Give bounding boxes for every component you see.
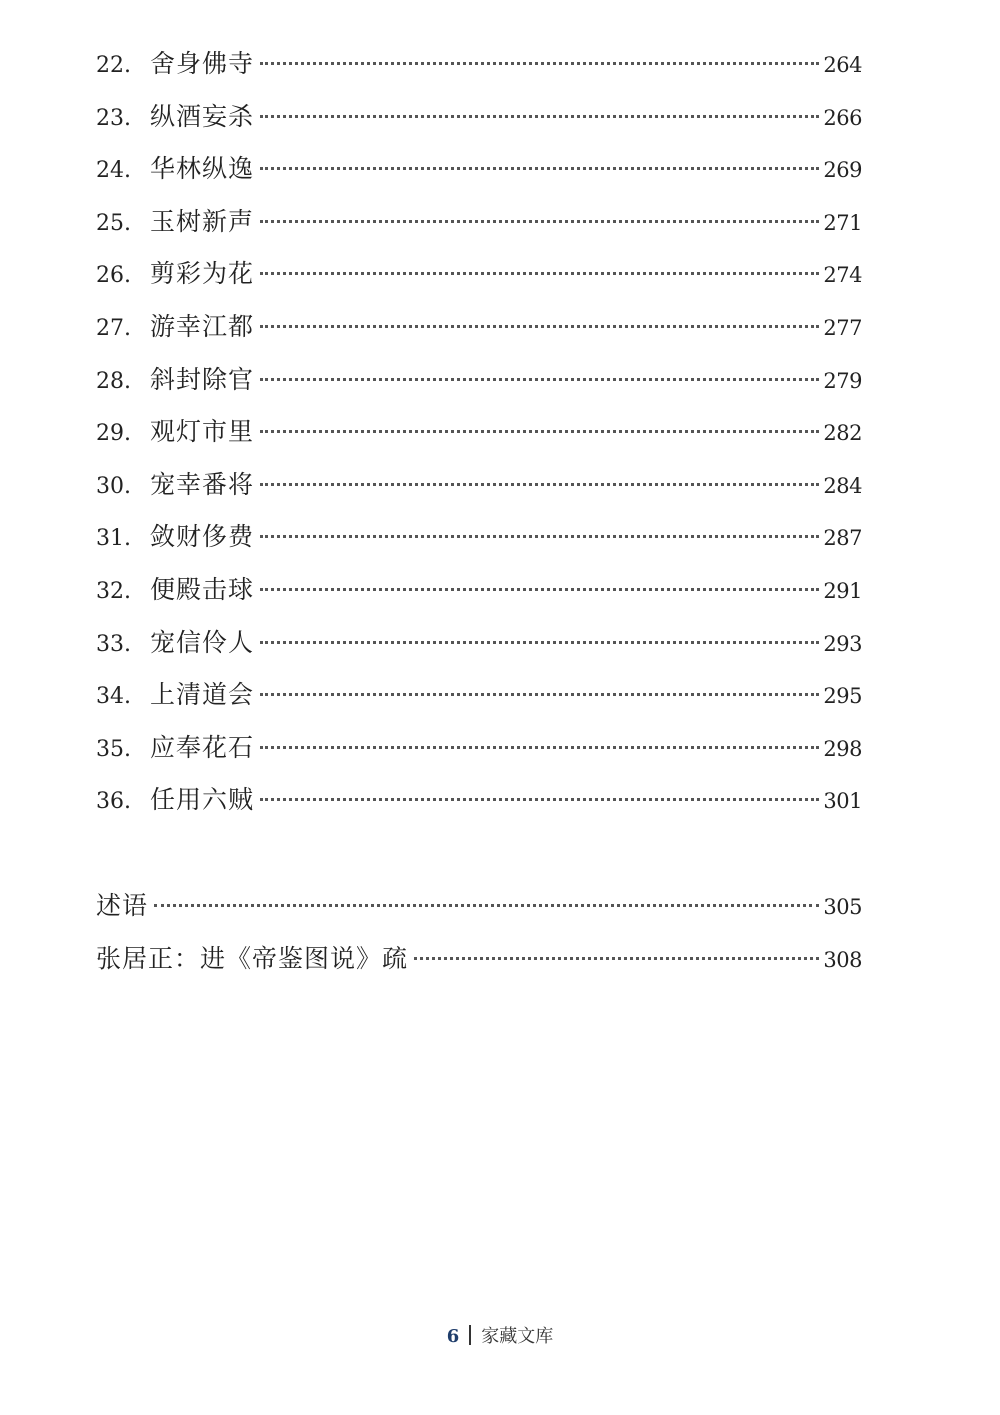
toc-entry-title: 任用六贼 (150, 785, 255, 815)
toc-entry-title: 剪彩为花 (150, 259, 255, 289)
toc-entry-number: 22. (96, 53, 131, 78)
toc-entry-title: 张居正：进《帝鉴图说》疏 (96, 943, 409, 973)
page-footer (0, 1322, 1000, 1348)
toc-entry-title: 纵酒妄杀 (150, 101, 255, 131)
toc-entry-page: 301 (823, 789, 862, 814)
dot-leader (260, 167, 819, 170)
dot-leader (260, 535, 819, 538)
toc-entry[interactable] (96, 354, 862, 407)
toc-entry[interactable] (96, 406, 862, 459)
toc-entry[interactable] (96, 143, 862, 196)
toc-entry[interactable] (96, 617, 862, 670)
toc-entry-title: 斜封除官 (150, 364, 255, 394)
toc-entry-title: 述语 (96, 890, 149, 920)
toc-entry[interactable] (96, 248, 862, 301)
toc-entry-page: 295 (823, 684, 862, 709)
toc-entry[interactable] (96, 774, 862, 827)
toc-entry-number: 29. (96, 421, 131, 447)
toc-entry[interactable] (96, 38, 862, 91)
toc-entry-title: 华林纵逸 (150, 154, 255, 184)
toc-entry[interactable] (96, 511, 862, 564)
dot-leader (260, 746, 819, 749)
dot-leader (414, 957, 819, 960)
toc-entry-title: 宠幸番将 (150, 469, 255, 499)
toc-entry-number: 23. (96, 105, 131, 131)
dot-leader (260, 378, 819, 381)
toc-entry-page: 271 (823, 210, 862, 235)
toc-entry-page: 284 (823, 473, 862, 498)
toc-entry-page: 308 (823, 947, 862, 972)
dot-leader (260, 430, 819, 433)
toc-entry-title: 敛财侈费 (150, 522, 255, 552)
dot-leader (260, 483, 819, 486)
series-name: 家藏文库 (481, 1326, 554, 1347)
toc-entry[interactable] (96, 91, 862, 144)
toc-entry-page: 298 (823, 736, 862, 761)
toc-entry-title: 舍身佛寺 (150, 49, 255, 78)
toc-entry-page: 277 (823, 315, 862, 340)
toc-entry-number: 26. (96, 263, 131, 289)
dot-leader (260, 115, 819, 118)
toc-entry-number: 27. (96, 315, 131, 341)
dot-leader (260, 272, 819, 275)
toc-entry[interactable] (96, 459, 862, 512)
dot-leader (260, 693, 819, 696)
toc-entry[interactable] (96, 564, 862, 617)
toc-entry[interactable] (96, 669, 862, 722)
dot-leader (260, 220, 819, 223)
toc-entry-memorial[interactable] (96, 933, 862, 986)
toc-entry-number: 36. (96, 789, 131, 815)
toc-entry-number: 35. (96, 736, 131, 762)
toc-entry-title: 观灯市里 (150, 417, 255, 447)
toc-entry-number: 28. (96, 368, 131, 394)
dot-leader (260, 641, 819, 644)
page-number: 6 (446, 1326, 460, 1347)
dot-leader (154, 904, 819, 907)
toc-entry-page: 282 (823, 421, 862, 446)
section-gap (96, 827, 862, 880)
dot-leader (260, 62, 819, 65)
toc-entry[interactable] (96, 301, 862, 354)
toc-entry-title: 宠信伶人 (150, 627, 255, 657)
toc-entry-page: 264 (823, 53, 862, 77)
toc-entry-page: 269 (823, 158, 862, 183)
toc-entry-page: 279 (823, 368, 862, 393)
toc-entry-title: 便殿击球 (150, 574, 255, 604)
footer-divider (469, 1325, 471, 1345)
toc-entry-number: 34. (96, 684, 131, 710)
dot-leader (260, 798, 819, 801)
toc-entry-title: 游幸江都 (150, 311, 255, 341)
toc-entry[interactable] (96, 722, 862, 775)
toc-entry-page: 305 (823, 894, 862, 919)
toc-entry-title: 上清道会 (150, 680, 255, 710)
table-of-contents (96, 38, 862, 985)
dot-leader (260, 325, 819, 328)
toc-entry-number: 31. (96, 526, 131, 552)
dot-leader (260, 588, 819, 591)
toc-entry-epilogue[interactable] (96, 880, 862, 933)
toc-entry-number: 25. (96, 210, 131, 236)
toc-entry-title: 应奉花石 (150, 732, 255, 762)
toc-entry-number: 33. (96, 631, 131, 657)
toc-entry-number: 24. (96, 158, 131, 184)
toc-entry-page: 266 (823, 105, 862, 130)
toc-entry-page: 274 (823, 263, 862, 288)
toc-entry-title: 玉树新声 (150, 206, 255, 236)
toc-entry-page: 287 (823, 526, 862, 551)
toc-entry[interactable] (96, 196, 862, 249)
toc-entry-number: 32. (96, 578, 131, 604)
toc-entry-page: 291 (823, 578, 862, 603)
toc-entry-number: 30. (96, 473, 131, 499)
toc-entry-page: 293 (823, 631, 862, 656)
